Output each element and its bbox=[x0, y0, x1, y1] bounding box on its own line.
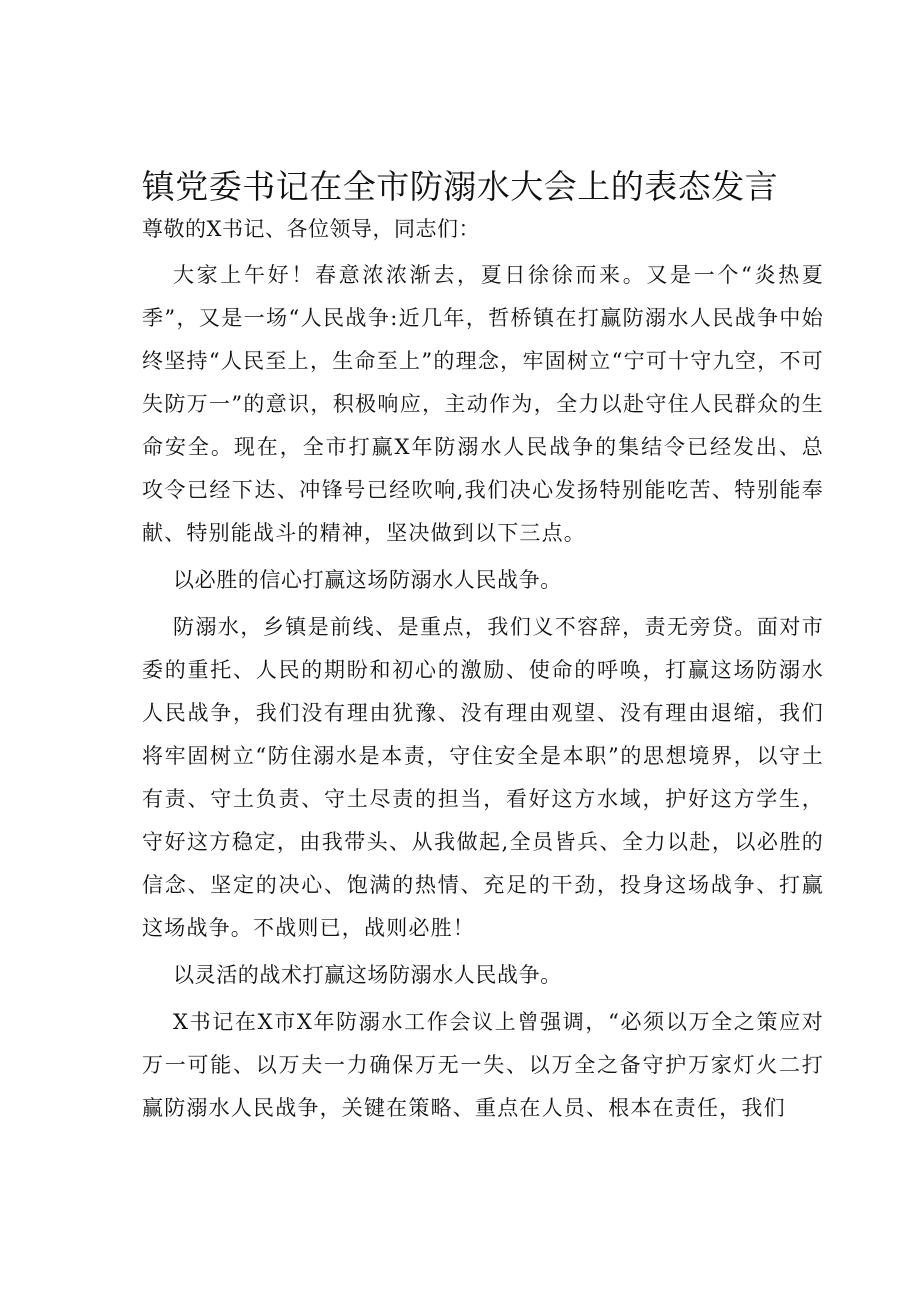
paragraph-confidence: 防溺水，乡镇是前线、是重点，我们义不容辞，责无旁贷。面对市委的重托、人民的期盼和初心的激励、使命的呼唤，打赢这场防溺水人民战争，我们没有理由犹豫、没有理由观望、没有理由退缩，我们将牢固树立“防住溺水是本责，守住安全是本职”的思想境界，以守土有责、守土负责、守土尽责的担当，看好这方水域，护好这方学生，守好这方稳定，由我带头、从我做起,全员皆兵、全力以赴，以必胜的信念、坚定的决心、饱满的热情、充足的干劲，投身这场战争、打赢这场战争。不战则已，战则必胜！ bbox=[142, 615, 824, 940]
document-title: 镇党委书记在全市防溺水大会上的表态发言 bbox=[141, 167, 779, 206]
document-body bbox=[142, 208, 824, 1130]
paragraph-tactics: X书记在X市X年防溺水工作会议上曾强调，“必须以万全之策应对万一可能、以万夫一力确保万无一失、以万全之备守护万家灯火二打赢防溺水人民战争，关键在策略、重点在人员、根本在责任，我们 bbox=[142, 1010, 824, 1120]
salutation: 尊敬的X书记、各位领导，同志们： bbox=[142, 217, 480, 241]
section-heading-confidence: 以必胜的信心打赢这场防溺水人民战争。 bbox=[173, 568, 562, 592]
paragraph-opening: 大家上午好！春意浓浓渐去，夏日徐徐而来。又是一个“炎热夏季”，又是一场“人民战争:近几年，哲桥镇在打赢防溺水人民战争中始终坚持“人民至上，生命至上”的理念，牢固树立“宁可十守九空，不可失防万一”的意识，积极响应，主动作为，全力以赴守住人民群众的生命安全。现在，全市打赢X年防溺水人民战争的集结令已经发出、总攻令已经下达、冲锋号已经吹响,我们决心发扬特别能吃苦、特别能奉献、特别能战斗的精神，坚决做到以下三点。 bbox=[142, 263, 824, 545]
section-heading-tactics: 以灵活的战术打赢这场防溺水人民战争。 bbox=[173, 963, 562, 987]
